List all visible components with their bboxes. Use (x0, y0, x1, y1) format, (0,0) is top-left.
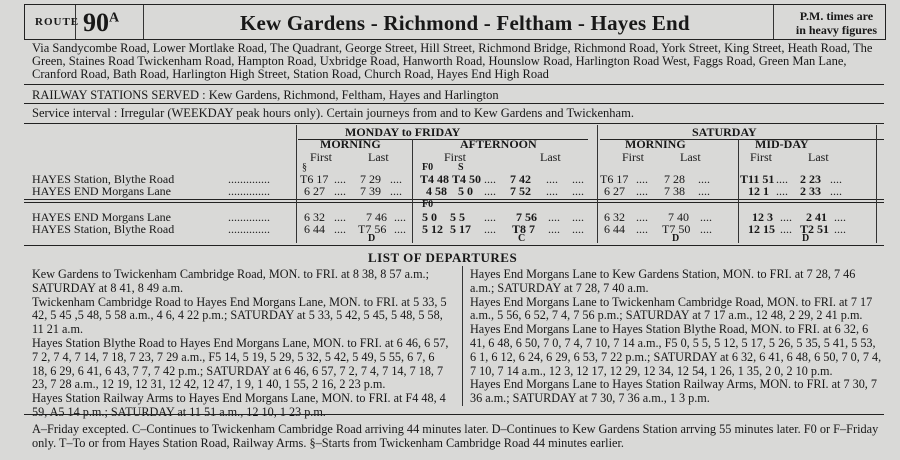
dn1-c3: 5 0 (422, 210, 437, 224)
up1-c3: T4 48 (420, 172, 450, 186)
dn1-e8: .... (780, 210, 792, 224)
up1-c7: 7 28 (664, 172, 685, 186)
route-label: ROUTE (35, 16, 80, 28)
dots-2: .............. (228, 184, 270, 198)
dots-4: .............. (228, 222, 270, 236)
departure-entry: Hayes End Morgans Lane to Hayes Station Railway Arms, MON. to FRI. at 7 30, 7 36 a.m.; SATURDAY at 7 30, 7 36 a.m., 1 3 p.m. (470, 377, 877, 406)
dn1-e6: .... (636, 210, 648, 224)
mf-label: MONDAY to FRIDAY (345, 125, 461, 139)
pm-note: P.M. times are in heavy figures (795, 9, 877, 37)
symbol-c: C (518, 233, 526, 244)
route-title: Kew Gardens - Richmond - Feltham - Hayes End (240, 11, 690, 35)
up2-c5: 7 52 (510, 184, 531, 198)
stop-hayes-end-up: HAYES END Morgans Lane (32, 184, 171, 198)
up2-c4: 5 0 (458, 184, 473, 198)
dn1-c2: 7 46 (366, 210, 387, 224)
dn2-c5: T8 7 (512, 222, 536, 236)
dn1-e4: .... (548, 210, 560, 224)
departure-entry: Hayes Station Railway Arms to Hayes End Morgans Lane, MON. to FRI. at F4 48, 4 59, A5 14 p.m.; SATURDAY at 11 51 a.m., 12 10, 1 23 p.m. (32, 391, 446, 419)
footnotes: A–Friday excepted. C–Continues to Twickenham Cambridge Road arriving 44 minutes later. D–Continues to Kew Gardens Station arrving 55 minutes later. F0 or F–Friday only. T–To or from Hayes Station Road, Railway Arms. §–Starts from Twickenham Cambridge Road 44 minutes earlier. (32, 422, 879, 450)
via-text: Via Sandycombe Road, Lower Mortlake Road, The Quadrant, George Street, Hill Street, Richmond Bridge, Richmond Road, York Street, King Street, Heath Road, The Green, Staines Road Twickenham Road, Hampton Road, Uxbridge Road, Hanworth Road, Hounslow Road, Harlington Road West, Faggs Road, Green Man Lane, Cranford Road, Bath Road, Harlington High Street, Station Road, Church Road, Hayes End High Road (32, 41, 873, 81)
dn2-e8: .... (780, 222, 792, 236)
symbol-f0-up: F0 (422, 162, 434, 173)
dn1-c6: 6 32 (604, 210, 625, 224)
symbol-section: § (302, 162, 307, 173)
up2-c8: 12 1 (748, 184, 769, 198)
up1-c9: 2 23 (800, 172, 821, 186)
mf-afternoon: AFTERNOON (460, 137, 537, 151)
dn2-e5: .... (572, 222, 584, 236)
dots-3: .............. (228, 210, 270, 224)
up2-c6: 6 27 (604, 184, 625, 198)
dn1-e2: .... (394, 210, 406, 224)
stop-hayes-station-down: HAYES Station, Blythe Road (32, 222, 175, 236)
stations-served: RAILWAY STATIONS SERVED : Kew Gardens, Richmond, Feltham, Hayes and Harlington (32, 88, 499, 102)
up2-c2: 7 39 (360, 184, 381, 198)
last-1: Last (368, 150, 389, 164)
dn1-c1: 6 32 (304, 210, 325, 224)
up1-c1: T6 17 (300, 172, 329, 186)
dn2-e9: .... (834, 222, 846, 236)
dn2-c7: T7 50 (662, 222, 691, 236)
up2-c1: 6 27 (304, 184, 325, 198)
symbol-s-up: S (458, 162, 464, 173)
departures-heading: LIST OF DEPARTURES (368, 250, 518, 265)
up1-c6: T6 17 (600, 172, 629, 186)
symbol-d-1: D (368, 233, 376, 244)
up1-e4: .... (546, 172, 558, 186)
up1-e1: .... (334, 172, 346, 186)
dn2-c6: 6 44 (604, 222, 625, 236)
dn2-c9: T2 51 (800, 222, 830, 236)
departures-left (32, 268, 452, 420)
dn1-e3: .... (484, 210, 496, 224)
sat-label: SATURDAY (692, 125, 757, 139)
stop-hayes-station-up: HAYES Station, Blythe Road (32, 172, 175, 186)
departure-entry: Hayes End Morgans Lane to Hayes Station Blythe Road, MON. to FRI. at 6 32, 6 41, 6 48, 6 50, 7 0, 7 4, 7 10, 7 14 a.m., F5 0, 5 5, 5 12, 5 17, 5 26, 5 35, 5 41, 5 53, 6 1, 6 12, 6 24, 6 29, 6 53, 7 22 p.m.; SATURDAY at 6 32, 6 41, 6 48, 6 50, 7 0, 7 4, 7 10, 7 14 a.m., 12 3, 12 17, 12 29, 12 34, 12 54, 1 26, 1 35, 2 0, 2 10 p.m. (470, 322, 882, 378)
symbol-d-2: D (672, 233, 680, 244)
departure-entry: Hayes End Morgans Lane to Twickenham Cambridge Road, MON. to FRI. at 7 17 a.m., 5 56, 6 52, 7 4, 7 56 p.m.; SATURDAY at 7 17 a.m., 12 48, 2 29, 2 41 p.m. (470, 294, 873, 323)
up2-e7: .... (698, 184, 710, 198)
dn2-c2: T7 56 (358, 222, 387, 236)
symbol-f0-down: F0 (422, 199, 434, 210)
up2-c3: 4 58 (426, 184, 447, 198)
dn2-e2: .... (394, 222, 406, 236)
dn1-e7: .... (700, 210, 712, 224)
up2-e4: .... (546, 184, 558, 198)
up1-e6: .... (636, 172, 648, 186)
symbol-d-3: D (802, 233, 810, 244)
first-1: First (310, 150, 333, 164)
up1-c8: T11 51 (740, 172, 775, 186)
sat-morning: MORNING (625, 137, 686, 151)
up1-e2: .... (390, 172, 402, 186)
departures-right (470, 268, 882, 406)
up2-c7: 7 38 (664, 184, 685, 198)
up2-e1: .... (334, 184, 346, 198)
dn1-c7: 7 40 (668, 210, 689, 224)
up1-e9: .... (830, 172, 842, 186)
up2-c9: 2 33 (800, 184, 821, 198)
last-2: Last (540, 150, 561, 164)
dn2-e4: .... (548, 222, 560, 236)
first-4: First (750, 150, 773, 164)
last-4: Last (808, 150, 829, 164)
up1-e5: .... (572, 172, 584, 186)
dn2-c8: 12 15 (748, 222, 775, 236)
departure-entry: Hayes Station Blythe Road to Hayes End Morgans Lane, MON. to FRI. at 6 46, 6 57, 7 2, 7 4, 7 14, 7 18, 7 23, 7 29 a.m., F5 14, 5 19, 5 29, 5 32, 5 42, 5 49, 5 55, 6 7, 6 18, 6 29, 6 41, 6 43, 7 7, 7 42 p.m.; SATURDAY at 6 46, 6 57, 7 2, 7 4, 7 14, 7 18, 7 23, 7 28 a.m., 12 19, 12 31, 12 42, 12 47, 1 9, 1 40, 1 55, 2 16, 2 23 p.m. (32, 335, 449, 392)
dn2-c3: 5 12 (422, 222, 443, 236)
service-interval: Service interval : Irregular (WEEKDAY peak hours only). Certain journeys from and to Kew Gardens and Twickenham. (32, 106, 634, 120)
up1-c4: T4 50 (452, 172, 482, 186)
up2-e2: .... (390, 184, 402, 198)
up1-e7: .... (698, 172, 710, 186)
up1-e8: .... (776, 172, 788, 186)
first-3: First (622, 150, 645, 164)
up2-e8: .... (776, 184, 788, 198)
departure-entry: Twickenham Cambridge Road to Hayes End Morgans Lane, MON. to FRI. at 5 33, 5 42, 5 45 ,5 48, 5 58 a.m., 4 6, 4 22 p.m.; SATURDAY at 5 33, 5 42, 5 45, 5 48, 5 58, 11 21 a.m. (32, 294, 447, 337)
sat-midday: MID-DAY (755, 137, 809, 151)
up1-c2: 7 29 (360, 172, 381, 186)
dn1-c8: 12 3 (752, 210, 773, 224)
up2-e6: .... (636, 184, 648, 198)
dn2-c4: 5 17 (450, 222, 471, 236)
dn1-c9: 2 41 (806, 210, 827, 224)
dn2-e6: .... (636, 222, 648, 236)
dn2-e7: .... (700, 222, 712, 236)
dn1-e1: .... (334, 210, 346, 224)
last-3: Last (680, 150, 701, 164)
mf-morning: MORNING (320, 137, 381, 151)
dots-1: .............. (228, 172, 270, 186)
up1-c5: 7 42 (510, 172, 531, 186)
dn2-e1: .... (334, 222, 346, 236)
stop-hayes-end-down: HAYES END Morgans Lane (32, 210, 171, 224)
dn2-c1: 6 44 (304, 222, 325, 236)
dn2-e3: .... (484, 222, 496, 236)
up1-e3: .... (484, 172, 496, 186)
route-number: $90^A$ (83, 8, 120, 37)
departure-entry: Kew Gardens to Twickenham Cambridge Road, MON. to FRI. at 8 38, 8 57 a.m.; SATURDAY at 8 41, 8 49 a.m. (32, 267, 429, 295)
up2-e3: .... (484, 184, 496, 198)
dn1-c4: 5 5 (450, 210, 465, 224)
up2-e5: .... (572, 184, 584, 198)
dn1-c5: 7 56 (516, 210, 537, 224)
departure-entry: Hayes End Morgans Lane to Kew Gardens Station, MON. to FRI. at 7 28, 7 46 a.m.; SATURDAY at 7 28, 7 40 a.m. (470, 267, 856, 295)
dn1-e9: .... (834, 210, 846, 224)
dn1-e5: .... (572, 210, 584, 224)
up2-e9: .... (830, 184, 842, 198)
first-2: First (444, 150, 467, 164)
